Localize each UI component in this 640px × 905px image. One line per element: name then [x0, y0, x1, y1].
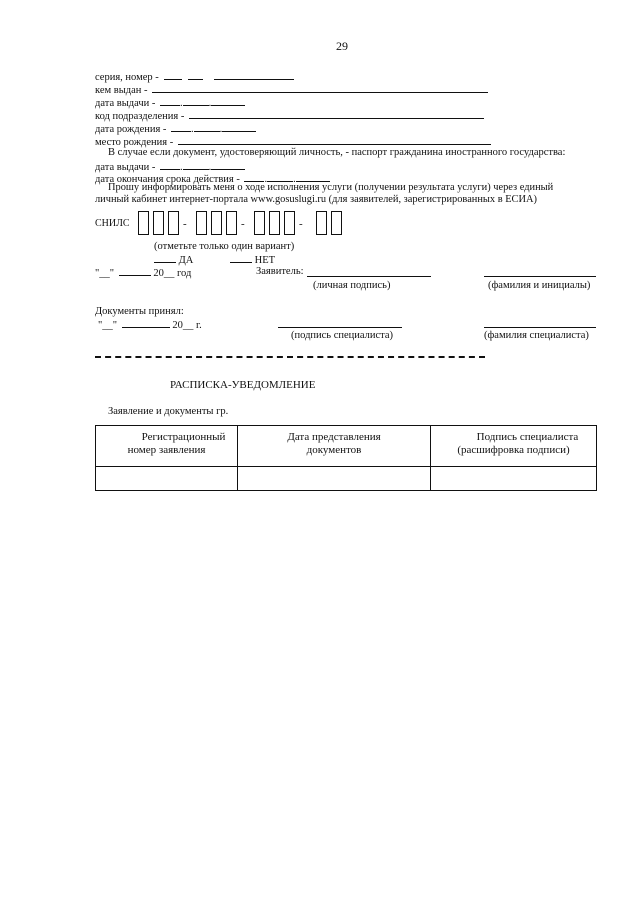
issue-month-field[interactable] — [183, 96, 209, 106]
issue-year-field[interactable] — [211, 96, 245, 106]
date-year[interactable]: 20__ год — [153, 268, 192, 279]
entry-specialist-signature[interactable] — [431, 467, 597, 491]
applicant-label: Заявитель: — [256, 266, 304, 277]
issued-by-field[interactable] — [152, 83, 488, 93]
snils-digit-3[interactable] — [168, 211, 179, 235]
snils-digit-8[interactable] — [269, 211, 280, 235]
header-cell-line: (расшифровка подписи) — [457, 444, 570, 456]
snils-digit-2[interactable] — [153, 211, 164, 235]
snils-digit-1[interactable] — [138, 211, 149, 235]
date-row — [95, 266, 191, 280]
receipt-entry-row — [96, 467, 597, 491]
birth-place-field[interactable] — [178, 135, 491, 145]
header-registration-number — [96, 426, 238, 467]
accepted-year[interactable]: 20__ г. — [172, 320, 202, 331]
snils-label: СНИЛС — [95, 218, 130, 229]
entry-registration-number[interactable] — [96, 467, 238, 491]
foreign-expiry-day[interactable] — [244, 172, 264, 182]
issued-by-row — [95, 83, 488, 97]
subdivision-row — [95, 109, 484, 123]
header-specialist-signature — [431, 426, 597, 467]
issue-date-label: дата выдачи - — [95, 98, 156, 109]
birth-day-field[interactable] — [171, 122, 191, 132]
receipt-header-row — [96, 426, 597, 467]
header-cell-line: Подпись специалиста — [476, 431, 579, 443]
applicant-signature-line[interactable] — [307, 276, 431, 277]
header-submission-date — [238, 426, 431, 467]
snils-digit-4[interactable] — [196, 211, 207, 235]
foreign-issue-row: дата выдачи - . . — [95, 160, 245, 174]
snils-dash-2: - — [241, 218, 245, 230]
request-line-2: личный кабинет интернет-портала www.gosuslugi.ru (для заявителей, зарегистрированных в ЕСИА) — [95, 194, 537, 205]
choice-hint: (отметьте только один вариант) — [154, 241, 295, 252]
page-number: 29 — [336, 39, 348, 53]
header-cell-line: номер заявления — [127, 444, 206, 456]
snils-digit-9[interactable] — [284, 211, 295, 235]
choice-no-label: НЕТ — [254, 255, 276, 266]
series-label: серия, номер - — [95, 72, 159, 83]
date-month-field[interactable] — [119, 266, 151, 276]
snils-dash-1: - — [183, 218, 187, 230]
snils-digit-11[interactable] — [331, 211, 342, 235]
specialist-signature-line[interactable] — [278, 327, 402, 328]
choice-yes-field[interactable] — [154, 253, 176, 263]
choice-yes-label: ДА — [178, 255, 194, 266]
foreign-expiry-row: дата окончания срока действия - . . — [95, 172, 330, 186]
foreign-issue-year[interactable] — [211, 160, 245, 170]
foreign-issue-day[interactable] — [160, 160, 180, 170]
accepted-date-row — [98, 318, 202, 332]
foreign-expiry-label: дата окончания срока действия - — [95, 174, 240, 185]
birth-place-label: место рождения - — [95, 137, 174, 148]
issue-date-row: дата выдачи - . . — [95, 96, 245, 110]
accepted-label: Документы принял: — [95, 306, 184, 317]
issue-day-field[interactable] — [160, 96, 180, 106]
series-field-2[interactable] — [188, 70, 203, 80]
applicant-name-caption: (фамилия и инициалы) — [488, 280, 591, 291]
choice-no-row — [230, 253, 275, 267]
subdivision-field[interactable] — [189, 109, 484, 119]
birth-date-row: дата рождения - . . — [95, 122, 256, 136]
applicant-signature-caption: (личная подпись) — [313, 280, 391, 291]
specialist-name-caption: (фамилия специалиста) — [484, 330, 589, 341]
header-cell-line: Регистрационный — [141, 431, 226, 443]
foreign-issue-month[interactable] — [183, 160, 209, 170]
cut-line — [95, 356, 485, 358]
choice-no-field[interactable] — [230, 253, 252, 263]
specialist-signature-caption: (подпись специалиста) — [291, 330, 394, 341]
snils-digit-6[interactable] — [226, 211, 237, 235]
series-field[interactable] — [164, 70, 182, 80]
birth-month-field[interactable] — [194, 122, 220, 132]
foreign-expiry-month[interactable] — [267, 172, 293, 182]
number-field[interactable] — [214, 70, 294, 80]
header-cell-line: Дата представления — [287, 431, 381, 443]
series-row — [95, 70, 294, 84]
accepted-day-quotes[interactable]: "__" — [98, 320, 118, 331]
applicant-name-line[interactable] — [484, 276, 596, 277]
receipt-subtitle: Заявление и документы гр. — [108, 406, 229, 417]
entry-submission-date[interactable] — [238, 467, 431, 491]
receipt-table — [95, 425, 597, 491]
snils-digit-5[interactable] — [211, 211, 222, 235]
foreign-intro: В случае если документ, удостоверяющий личность, - паспорт гражданина иностранного государства: — [108, 147, 566, 158]
snils-digit-10[interactable] — [316, 211, 327, 235]
receipt-title: РАСПИСКА-УВЕДОМЛЕНИЕ — [170, 379, 316, 391]
birth-date-label: дата рождения - — [95, 124, 167, 135]
date-day-quotes[interactable]: "__" — [95, 268, 115, 279]
snils-dash-3: - — [299, 218, 303, 230]
specialist-name-line[interactable] — [484, 327, 596, 328]
choice-yes-row — [154, 253, 193, 267]
accepted-month-field[interactable] — [122, 318, 170, 328]
birth-year-field[interactable] — [222, 122, 256, 132]
snils-digit-7[interactable] — [254, 211, 265, 235]
foreign-expiry-year[interactable] — [296, 172, 330, 182]
foreign-issue-label: дата выдачи - — [95, 162, 156, 173]
subdivision-label: код подразделения - — [95, 111, 185, 122]
issued-by-label: кем выдан - — [95, 85, 148, 96]
header-cell-line: документов — [306, 444, 362, 456]
request-line-1: Прошу информировать меня о ходе исполнения услуги (получении результата услуги) через единый — [108, 182, 554, 193]
